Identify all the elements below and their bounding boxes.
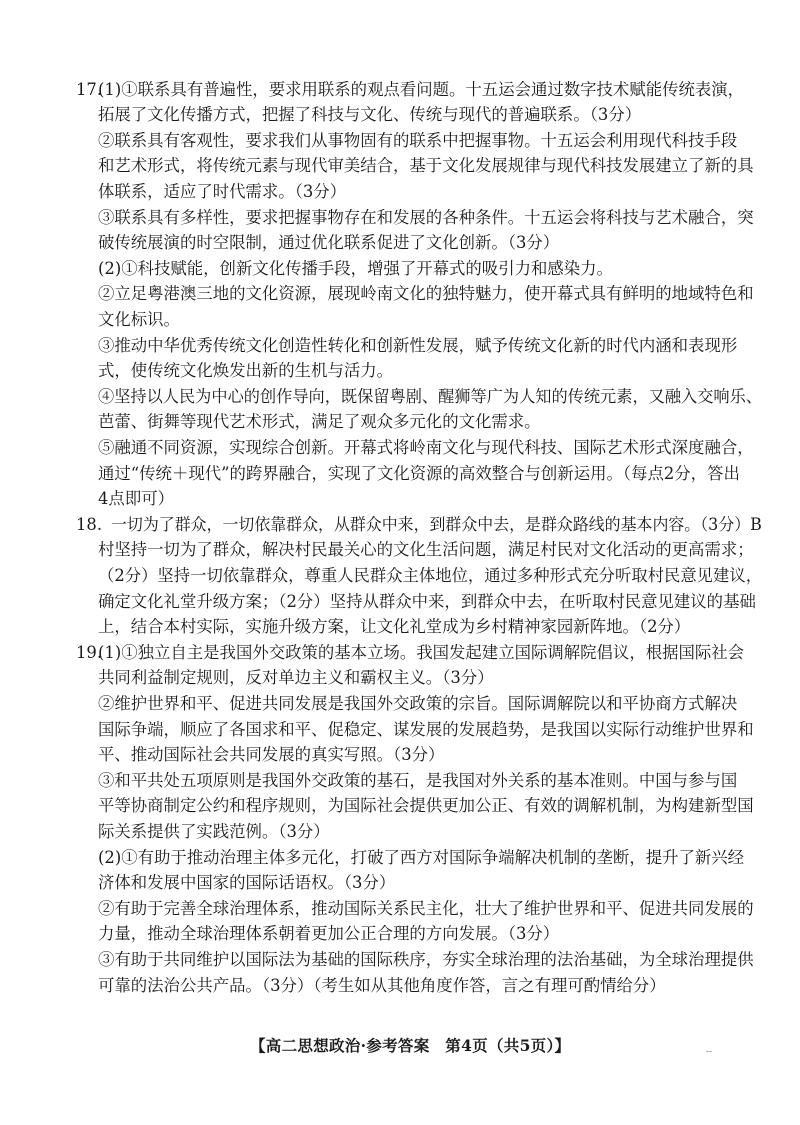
answer-line: ③推动中华优秀传统文化创造性转化和创新性发展，赋予传统文化新的时代内涵和表现形	[98, 336, 738, 355]
answer-line: （2分）坚持一切依靠群众，尊重人民群众主体地位，通过多种形式充分听取村民意见建议，	[98, 566, 763, 585]
answer-line: 济体和发展中国家的国际话语权。（3分）	[98, 873, 396, 892]
answer-line: ③有助于共同维护以国际法为基础的国际秩序，夯实全球治理的法治基础，为全球治理提供	[98, 950, 754, 969]
answer-line: 拓展了文化传播方式，把握了科技与文化、传统与现代的普遍联系。（3分）	[98, 105, 642, 124]
answer-line: 共同利益制定规则，反对单边主义和霸权主义。（3分）	[98, 668, 494, 687]
answer-line: 村坚持一切为了群众，解决村民最关心的文化生活问题，满足村民对文化活动的更高需求；	[98, 540, 754, 559]
answer-line: (1)①独立自主是我国外交政策的基本立场。我国发起建立国际调解院倡议，根据国际社会	[98, 643, 745, 662]
answer-line: 平、推动国际社会共同发展的真实写照。（3分）	[98, 745, 445, 764]
corner-mark: --	[706, 1047, 713, 1057]
answer-line: 可靠的法治公共产品。（3分）（考生如从其他角度作答，言之有理可酌情给分）	[98, 976, 666, 995]
answer-line: ④坚持以人民为中心的创作导向，既保留粤剧、醒狮等广为人知的传统元素，又融入交响乐、	[98, 387, 763, 406]
answer-line: 国际争端，顺应了各国求和平、促稳定、谋发展的发展趋势，是我国以实际行动维护世界和	[98, 720, 754, 739]
answer-line: (2)①有助于推动治理主体多元化，打破了西方对国际争端解决机制的垄断，提升了新兴经	[98, 848, 745, 867]
answer-line: ⑤融通不同资源，实现综合创新。开幕式将岭南文化与现代科技、国际艺术形式深度融合，	[98, 438, 754, 457]
answer-line: 际关系提供了实践范例。（3分）	[98, 822, 330, 841]
answer-line: 上，结合本村实际，实施升级方案，让文化礼堂成为乡村精神家园新阵地。（2分）	[98, 617, 691, 636]
answer-line: ③和平共处五项原则是我国外交政策的基石，是我国对外关系的基本准则。中国与参与国	[98, 771, 738, 790]
question-number: 19.	[76, 643, 103, 662]
page-footer: 【高二思想政治·参考答案 第4页（共5页）】	[250, 1036, 571, 1055]
answer-line: (2)①科技赋能，创新文化传播手段，增强了开幕式的吸引力和感染力。	[98, 259, 613, 278]
answer-line: 4点即可）	[98, 489, 174, 508]
answer-line: 文化标识。	[98, 310, 180, 329]
answer-line: 和艺术形式，将传统元素与现代审美结合，基于文化发展规律与现代科技发展建立了新的具	[98, 156, 754, 175]
answer-line: ②立足粤港澳三地的文化资源，展现岭南文化的独特魅力，使开幕式具有鲜明的地域特色和	[98, 284, 754, 303]
answer-line: 通过“传统＋现代”的跨界融合，实现了文化资源的高效整合与创新运用。（每点2分，答出	[98, 464, 740, 483]
answer-line: 式，使传统文化焕发出新的生机与活力。	[98, 361, 394, 380]
question-number: 17.	[76, 80, 103, 99]
answer-line: (1)①联系具有普遍性，要求用联系的观点看问题。十五运会通过数字技术赋能传统表演，	[98, 80, 745, 99]
answer-line: 一切为了群众，一切依靠群众，从群众中来，到群众中去，是群众路线的基本内容。（3分）B	[111, 515, 762, 534]
answer-line: ②维护世界和平、促进共同发展是我国外交政策的宗旨。国际调解院以和平协商方式解决	[98, 694, 738, 713]
answer-line: 确定文化礼堂升级方案；（2分）坚持从群众中来，到群众中去，在听取村民意见建议的基础	[98, 592, 756, 611]
answer-line: ③联系具有多样性，要求把握事物存在和发展的各种条件。十五运会将科技与艺术融合，突	[98, 208, 754, 227]
answer-line: ②联系具有客观性，要求我们从事物固有的联系中把握事物。十五运会利用现代科技手段	[98, 131, 738, 150]
question-number: 18.	[76, 515, 103, 534]
answer-line: 体联系，适应了时代需求。（3分）	[98, 182, 347, 201]
answer-line: 芭蕾、街舞等现代艺术形式，满足了观众多元化的文化需求。	[98, 412, 541, 431]
answer-line: 平等协商制定公约和程序规则，为国际社会提供更加公正、有效的调解机制，为构建新型国	[98, 796, 754, 815]
answer-line: ②有助于完善全球治理体系，推动国际关系民主化，壮大了维护世界和平、促进共同发展的	[98, 899, 754, 918]
answer-line: 破传统展演的时空限制，通过优化联系促进了文化创新。（3分）	[98, 233, 560, 252]
answer-line: 力量，推动全球治理体系朝着更加公正合理的方向发展。（3分）	[98, 924, 560, 943]
